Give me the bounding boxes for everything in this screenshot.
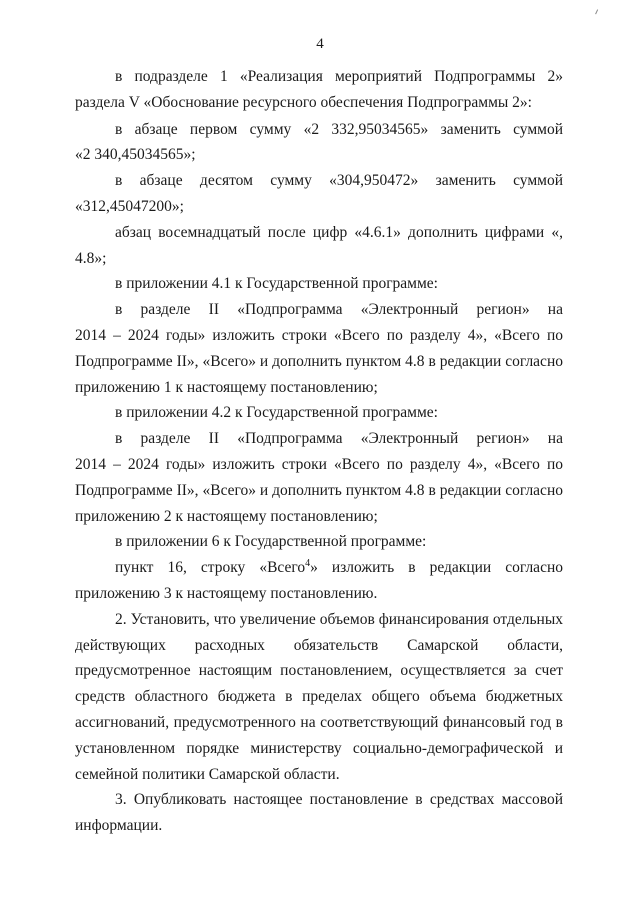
superscript: 4 xyxy=(305,557,311,569)
text-line: ассигнований, предусмотренного на соответствующий финансовый год в xyxy=(75,713,563,731)
text-line: 2. Установить, что увеличение объемов финансирования отдельных xyxy=(115,610,563,628)
text-line: раздела V «Обоснование ресурсного обеспечения Подпрограммы 2»: xyxy=(75,93,532,111)
text-segment: пункт 16, строку «Всего xyxy=(115,559,306,577)
paragraph xyxy=(75,64,563,116)
paragraph xyxy=(75,168,563,220)
text-segment: » изложить в редакции согласно xyxy=(310,559,563,577)
paragraph xyxy=(75,426,563,529)
text-line: в подразделе 1 «Реализация мероприятий Подпрограммы 2» xyxy=(115,68,563,85)
text-line: «2 340,45034565»; xyxy=(75,146,196,164)
paragraph xyxy=(75,555,563,607)
paragraph xyxy=(75,529,563,555)
text-line: приложению 1 к настоящему постановлению; xyxy=(75,378,378,396)
paragraph xyxy=(75,787,563,839)
paragraph xyxy=(75,400,563,426)
text-line xyxy=(75,555,563,581)
text-line: действующих расходных обязательств Самарской области, xyxy=(75,636,563,654)
paragraph xyxy=(75,220,563,272)
text-line: в абзаце десятом сумму «304,950472» заменить суммой xyxy=(115,172,563,190)
paragraph xyxy=(75,297,563,400)
text-line: абзац восемнадцатый после цифр «4.6.1» дополнить цифрами «, 4.8»; xyxy=(75,223,563,267)
paragraph xyxy=(75,607,563,788)
page-number: 4 xyxy=(316,36,324,52)
text-line: Подпрограмме II», «Всего» и дополнить пунктом 4.8 в редакции согласно xyxy=(75,352,563,370)
text-line: приложению 3 к настоящему постановлению. xyxy=(75,584,378,602)
text-line: в приложении 4.2 к Государственной программе: xyxy=(115,404,438,422)
text-line: приложению 2 к настоящему постановлению; xyxy=(75,507,378,525)
paragraph xyxy=(75,271,563,297)
document-body xyxy=(75,64,563,839)
text-line: в разделе II «Подпрограмма «Электронный регион» на xyxy=(115,301,563,319)
text-line: установленном порядке министерству социально-демографической и xyxy=(75,739,563,757)
text-line: информации. xyxy=(75,817,163,835)
text-line: «312,45047200»; xyxy=(75,197,184,215)
text-line: предусмотренное настоящим постановлением, осуществляется за счет xyxy=(75,662,563,680)
text-line: Подпрограмме II», «Всего» и дополнить пунктом 4.8 в редакции согласно xyxy=(75,481,563,499)
paragraph xyxy=(75,117,563,169)
text-line: средств областного бюджета в пределах общего объема бюджетных xyxy=(75,688,563,706)
text-line: семейной политики Самарской области. xyxy=(75,765,340,783)
text-line: в разделе II «Подпрограмма «Электронный регион» на xyxy=(115,430,563,448)
text-line: 2014 – 2024 годы» изложить строки «Всего по разделу 4», «Всего по xyxy=(75,326,563,344)
text-line: 3. Опубликовать настоящее постановление в средствах массовой xyxy=(115,791,563,809)
scan-mark xyxy=(595,9,601,15)
text-line: 2014 – 2024 годы» изложить строки «Всего по разделу 4», «Всего по xyxy=(75,455,563,473)
text-line: в абзаце первом сумму «2 332,95034565» заменить суммой xyxy=(115,120,563,138)
text-line: в приложении 4.1 к Государственной программе: xyxy=(115,275,438,293)
text-line: в приложении 6 к Государственной программе: xyxy=(115,533,427,551)
